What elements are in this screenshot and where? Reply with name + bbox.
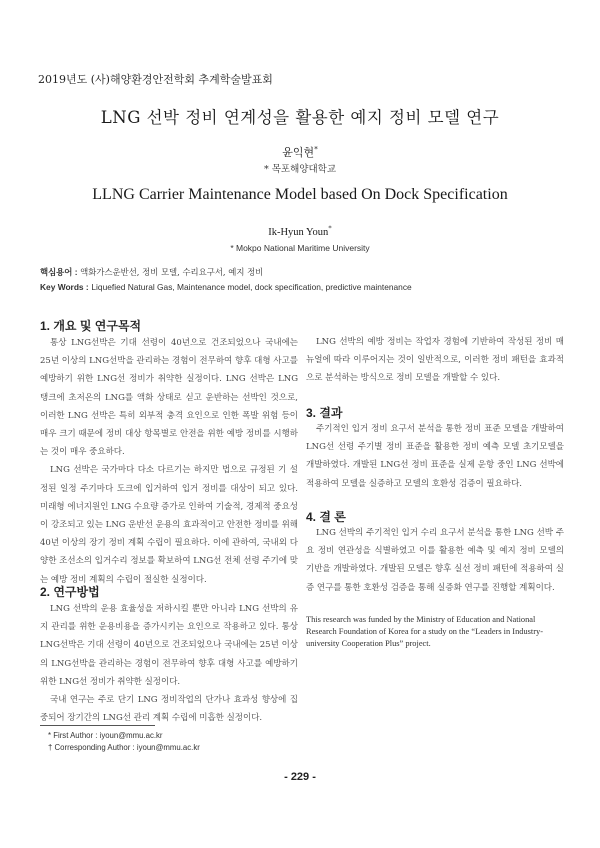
section-1-paragraph-1: 통상 LNG선박은 기대 선령이 40년으로 건조되었으나 국내에는 25년 이상의 LNG선박을 관리하는 경험이 전무하여 향후 대형 사고를 예방하기 위한 LNG선 정비가 취약한 실정이다. LNG 선박은 LNG 탱크에 초저온의 LNG를 액화 상태로 싣고 운반하는 선박인 것으로, 이러한 LNG 선박은 특히 외부적 충격 요인으로 인한 폭발 위험 등이 매우 크기 때문에 정비 대상 항목별로 안전을 위한 예방 정비를 시행하는 것이 매우 중요하다. — [40, 338, 298, 458]
paper-title-korean: LNG 선박 정비 연계성을 활용한 예지 정비 모델 연구 — [100, 108, 500, 127]
section-3-paragraph-1: 주기적인 입거 정비 요구서 분석을 통한 정비 표준 모델을 개발하여 LNG선 선령 주기별 정비 표준을 활용한 정비 예측 모델 초기모델을 개발하였다. 개발된 LNG선 정비 표준을 실제 운항 중인 LNG 선박에 적용하여 모델을 실증하고 모델의 호환성 검증이 필요하다. — [306, 424, 564, 489]
section-4-heading: 4. 결 론 — [306, 510, 346, 524]
affiliation-korean: * 목포해양대학교 — [263, 164, 336, 175]
affiliation-english: * Mokpo National Maritime University — [230, 243, 370, 253]
footnote-first-text: First Author : iyoun@mmu.ac.kr — [53, 731, 163, 740]
section-2-body-left — [40, 600, 298, 727]
paper-title-english: LLNG Carrier Maintenance Model based On Dock Specification — [92, 186, 508, 203]
author-mark-english: * — [328, 224, 332, 233]
section-2-paragraph-1: LNG 선박의 운용 효율성을 저하시킬 뿐만 아니라 LNG 선박의 유지 관리를 위한 운용비용을 증가시키는 요인으로 작용하고 있다. 통상 LNG선박은 기대 선령이 40년으로 건조되었으나 국내에는 25년 이상의 LNG선박을 관리하는 경험이 전무하여 향후 대형 사고를 예방하기 위한 LNG선 정비가 취약한 실정이다. — [40, 604, 298, 687]
section-1-paragraph-2: LNG 선박은 국가마다 다소 다르기는 하지만 법으로 규정된 기 설정된 일정 주기마다 도크에 입거하여 입거 정비를 대상이 되고 있다. 미래형 에너지원인 LNG 수요량 증가로 인하여 기술적, 경제적 중요성이 강조되고 있는 LNG 운반선 운용의 효과적이고 안전한 정비를 위해 40년 이상의 장기 정비 계획 수립이 필요하다. 이에 관하여, 국내외 다양한 조선소의 입거수리 정보를 확보하여 LNG선 전체 선령 주기에 맞는 예방 정비 계획의 수립이 절실한 실정이다. — [40, 465, 298, 585]
keywords-block — [40, 265, 412, 295]
footnote-first-mark: * — [48, 731, 52, 740]
conference-header: 2019년도 (사)해양환경안전학회 추계학술발표회 — [38, 73, 273, 86]
author-name-english: Ik-Hyun Youn — [268, 227, 329, 238]
author-english — [0, 224, 600, 238]
footnote-first-author — [48, 731, 163, 740]
section-2-paragraph-2: 국내 연구는 주로 단기 LNG 정비작업의 단가나 효과성 향상에 집중되어 장기간의 LNG선 관리 계획 수립에 미흡한 실정이다. — [40, 695, 298, 724]
keywords-korean — [40, 265, 412, 280]
page-number: - 229 - — [284, 771, 316, 783]
keywords-korean-text: 액화가스운반선, 정비 모델, 수리요구서, 예지 정비 — [80, 267, 264, 277]
section-1-body — [40, 334, 298, 589]
keywords-english-label: Key Words : — [40, 282, 89, 292]
section-3-heading: 3. 결과 — [306, 406, 343, 420]
keywords-korean-label: 핵심용어 : — [40, 267, 78, 277]
author-mark-korean: * — [314, 145, 318, 154]
footnote-rule — [40, 725, 155, 726]
section-2-heading: 2. 연구방법 — [40, 585, 100, 599]
keywords-english — [40, 280, 412, 295]
keywords-english-text: Liquefied Natural Gas, Maintenance model, dock specification, predictive maintenance — [91, 282, 412, 292]
section-4-body — [306, 524, 564, 597]
author-korean — [0, 144, 600, 160]
footnote-corr-text: Corresponding Author : iyoun@mmu.ac.kr — [54, 743, 200, 752]
section-2-paragraph-3: LNG 선박의 예방 정비는 작업자 경험에 기반하여 작성된 정비 매뉴얼에 따라 이루어지는 것이 일반적으로, 이러한 정비 패턴을 효과적으로 분석하는 방식으로 정비 모델을 개발할 수 있다. — [306, 337, 564, 384]
author-name-korean: 윤익현 — [282, 146, 315, 159]
footnote-corr-mark: † — [48, 743, 53, 752]
footnote-corresponding-author — [48, 743, 200, 752]
section-2-body-right — [306, 333, 564, 388]
section-3-body — [306, 420, 564, 493]
section-4-paragraph-1: LNG 선박의 주기적인 입거 수리 요구서 분석을 통한 LNG 선박 주요 정비 연관성을 식별하였고 이를 활용한 예측 및 예지 정비 모델의 기반을 개발하였다. 개발된 모델은 향후 실선 정비 패턴에 적용하여 실증 연구를 통한 호환성 검증을 통해 실증화 연구를 진행할 계획이다. — [306, 528, 564, 593]
acknowledgement: This research was funded by the Ministry of Education and National Research Foundation of Korea for a study on the “Leaders in Industry-university Cooperation Plus” project. — [306, 615, 543, 649]
section-1-heading: 1. 개요 및 연구목적 — [40, 319, 142, 333]
